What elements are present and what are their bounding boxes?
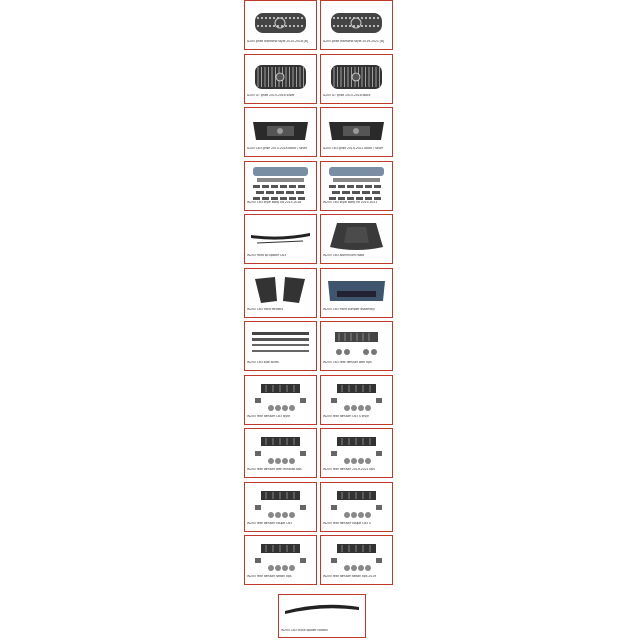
product-caption: W205 C63 style body kit 2015-2018 bbox=[247, 200, 302, 204]
product-card[interactable] bbox=[320, 535, 393, 585]
product-image bbox=[323, 485, 390, 523]
product-image bbox=[247, 378, 314, 416]
product-caption: W205 rear diffuser C63 style bbox=[247, 414, 290, 418]
product-card[interactable] bbox=[320, 54, 393, 104]
product-card[interactable] bbox=[320, 321, 393, 371]
product-card[interactable] bbox=[244, 482, 317, 532]
product-caption: A205 GT grille 2015-2018 silver bbox=[247, 93, 295, 97]
product-card[interactable] bbox=[244, 0, 317, 50]
product-card[interactable] bbox=[244, 268, 317, 318]
product-image bbox=[323, 164, 390, 202]
product-card[interactable] bbox=[320, 375, 393, 425]
product-card[interactable] bbox=[244, 535, 317, 585]
product-caption: W205 rear diffuser with exhaust tips bbox=[247, 468, 302, 471]
product-caption: W205 C63 front fenders bbox=[247, 307, 283, 311]
product-caption: A205 C63 grille 2015-2018 black / silver bbox=[247, 147, 308, 150]
product-caption: W205 rear diffuser coupe C63 bbox=[247, 521, 293, 525]
product-card[interactable] bbox=[244, 321, 317, 371]
product-caption: A205 grille diamond style 2015-2018 [B] bbox=[247, 40, 309, 43]
product-image bbox=[323, 431, 390, 469]
product-card[interactable] bbox=[320, 0, 393, 50]
product-image bbox=[323, 538, 390, 576]
product-caption: A205 GT grille 2015-2018 black bbox=[323, 93, 371, 97]
product-card[interactable] bbox=[320, 268, 393, 318]
product-caption: W205 rear diffuser coupe C63 S bbox=[323, 521, 371, 525]
product-image bbox=[323, 271, 390, 309]
product-image bbox=[323, 3, 390, 41]
product-image bbox=[247, 3, 314, 41]
product-card[interactable] bbox=[244, 107, 317, 157]
product-caption: W205 C63 style body kit 2019-2021 bbox=[323, 200, 378, 204]
product-caption: W205 C63 front bumper assembly bbox=[323, 307, 375, 311]
product-caption: W205 rear diffuser 2019-2021 tips bbox=[323, 468, 375, 471]
product-caption: W205 rear diffuser C63 S style bbox=[323, 414, 369, 418]
product-caption: W205 rear diffuser sedan tips bbox=[247, 575, 292, 578]
product-caption: W205 front lip spoiler C63 bbox=[247, 254, 287, 257]
product-image bbox=[247, 485, 314, 523]
product-image bbox=[323, 57, 390, 95]
product-caption: W205 C63 rear diffuser with tips bbox=[323, 361, 372, 364]
product-image bbox=[247, 217, 314, 255]
product-image bbox=[323, 110, 390, 148]
product-card[interactable] bbox=[320, 482, 393, 532]
product-image bbox=[247, 324, 314, 362]
product-image bbox=[323, 378, 390, 416]
product-image bbox=[323, 217, 390, 255]
product-caption: W205 C63 trunk spoiler carbon bbox=[281, 629, 328, 632]
product-card[interactable] bbox=[320, 107, 393, 157]
product-image bbox=[247, 271, 314, 309]
product-card[interactable] bbox=[320, 161, 393, 211]
product-image bbox=[247, 538, 314, 576]
product-card[interactable] bbox=[244, 214, 317, 264]
product-caption: A205 grille diamond style 2019-2021 [B] bbox=[323, 40, 385, 43]
product-image bbox=[323, 324, 390, 362]
product-caption: A205 C63 grille 2019-2021 black / silver bbox=[323, 147, 384, 150]
product-card[interactable] bbox=[244, 375, 317, 425]
product-caption: W205 C63 side skirts bbox=[247, 361, 279, 364]
product-catalog-sheet bbox=[244, 0, 396, 640]
product-card[interactable] bbox=[244, 161, 317, 211]
product-image bbox=[247, 431, 314, 469]
product-caption: W205 rear diffuser sedan tips 2019 bbox=[323, 575, 377, 578]
product-card[interactable] bbox=[320, 214, 393, 264]
product-card-spoiler[interactable] bbox=[278, 594, 366, 638]
product-image bbox=[247, 57, 314, 95]
product-card[interactable] bbox=[320, 428, 393, 478]
product-image bbox=[247, 110, 314, 148]
product-image bbox=[247, 164, 314, 202]
product-card[interactable] bbox=[244, 54, 317, 104]
product-card[interactable] bbox=[244, 428, 317, 478]
spoiler-image bbox=[281, 597, 363, 627]
product-caption: W205 C63 aluminium hood bbox=[323, 254, 365, 257]
